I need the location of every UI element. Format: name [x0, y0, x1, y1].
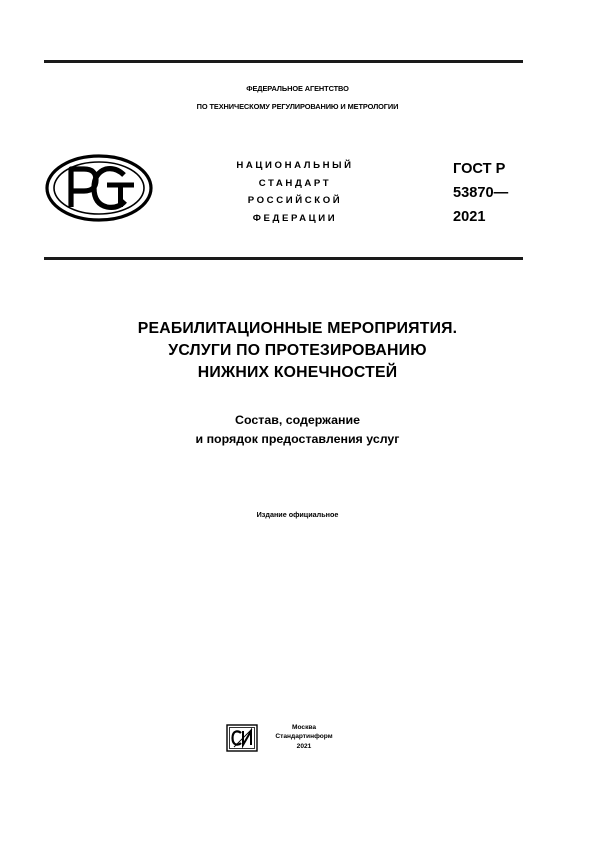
title-line-2: УСЛУГИ ПО ПРОТЕЗИРОВАНИЮ [168, 342, 427, 359]
document-title [0, 318, 595, 384]
gost-number [453, 157, 508, 229]
publisher-info [268, 723, 340, 751]
title-line-1: РЕАБИЛИТАЦИОННЫЕ МЕРОПРИЯТИЯ. [137, 320, 458, 337]
gost-line-2: 53870— [453, 185, 509, 201]
document-subtitle [0, 411, 595, 449]
title-line-3: НИЖНИХ КОНЕЧНОСТЕЙ [197, 364, 398, 381]
top-rule [44, 60, 523, 63]
rst-certification-logo-icon [44, 153, 154, 223]
gost-line-1: ГОСТ Р [453, 161, 506, 177]
gost-line-3: 2021 [453, 209, 486, 225]
publisher-name: Стандартинформ [275, 733, 333, 741]
agency-line-2: ПО ТЕХНИЧЕСКОМУ РЕГУЛИРОВАНИЮ И МЕТРОЛОГИИ [196, 102, 399, 111]
national-line-2: СТАНДАРТ [258, 177, 332, 189]
publisher-year: 2021 [296, 742, 312, 750]
official-edition: Издание официальное [256, 510, 339, 519]
publisher-city: Москва [291, 724, 317, 731]
subtitle-line-1: Состав, содержание [235, 413, 360, 427]
national-line-1: НАЦИОНАЛЬНЫЙ [236, 160, 354, 171]
national-standard-block [200, 157, 390, 227]
national-line-3: РОССИЙСКОЙ [247, 195, 343, 206]
subtitle-line-2: и порядок предоставления услуг [195, 432, 400, 446]
agency-header [0, 80, 595, 116]
standartinform-logo-icon [226, 724, 258, 752]
bottom-rule [44, 257, 523, 260]
national-line-4: ФЕДЕРАЦИИ [252, 212, 338, 224]
agency-line-1: ФЕДЕРАЛЬНОЕ АГЕНТСТВО [246, 84, 349, 93]
